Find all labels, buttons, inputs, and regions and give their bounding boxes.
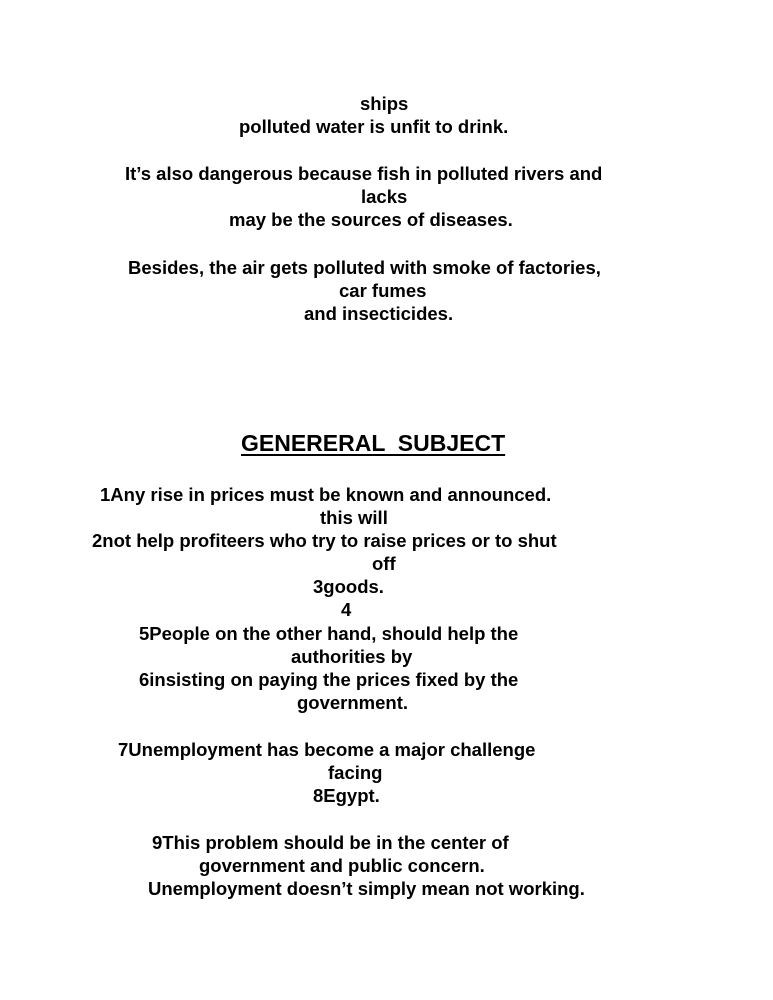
text-line: government. [297,692,409,713]
text-line: 5People on the other hand, should help the [139,623,519,644]
text-line: this will [320,507,388,528]
text-line: 3goods. [313,576,384,597]
text-line: car fumes [339,280,427,301]
text-line: 6insisting on paying the prices fixed by the [139,669,519,690]
text-line: 7Unemployment has become a major challenge [118,739,536,760]
text-line: It’s also dangerous because fish in polluted rivers and [125,163,603,184]
text-line: off [372,553,396,574]
text-line: 4 [341,599,352,620]
text-line: Besides, the air gets polluted with smoke of factories, [128,257,601,278]
text-line: and insecticides. [304,303,454,324]
text-line: polluted water is unfit to drink. [239,116,509,137]
text-line: 8Egypt. [313,785,380,806]
section-heading: GENERERAL SUBJECT [241,430,506,456]
text-line: government and public concern. [199,855,485,876]
text-line: 1Any rise in prices must be known and announced. [100,484,552,505]
text-line: 2not help profiteers who try to raise prices or to shut [92,530,557,551]
text-line: authorities by [291,646,413,667]
text-line: may be the sources of diseases. [229,209,513,230]
text-line: lacks [361,186,408,207]
text-line: Unemployment doesn’t simply mean not working. [148,878,585,899]
text-line: facing [328,762,383,783]
text-line: 9This problem should be in the center of [152,832,509,853]
text-line: ships [360,93,409,114]
